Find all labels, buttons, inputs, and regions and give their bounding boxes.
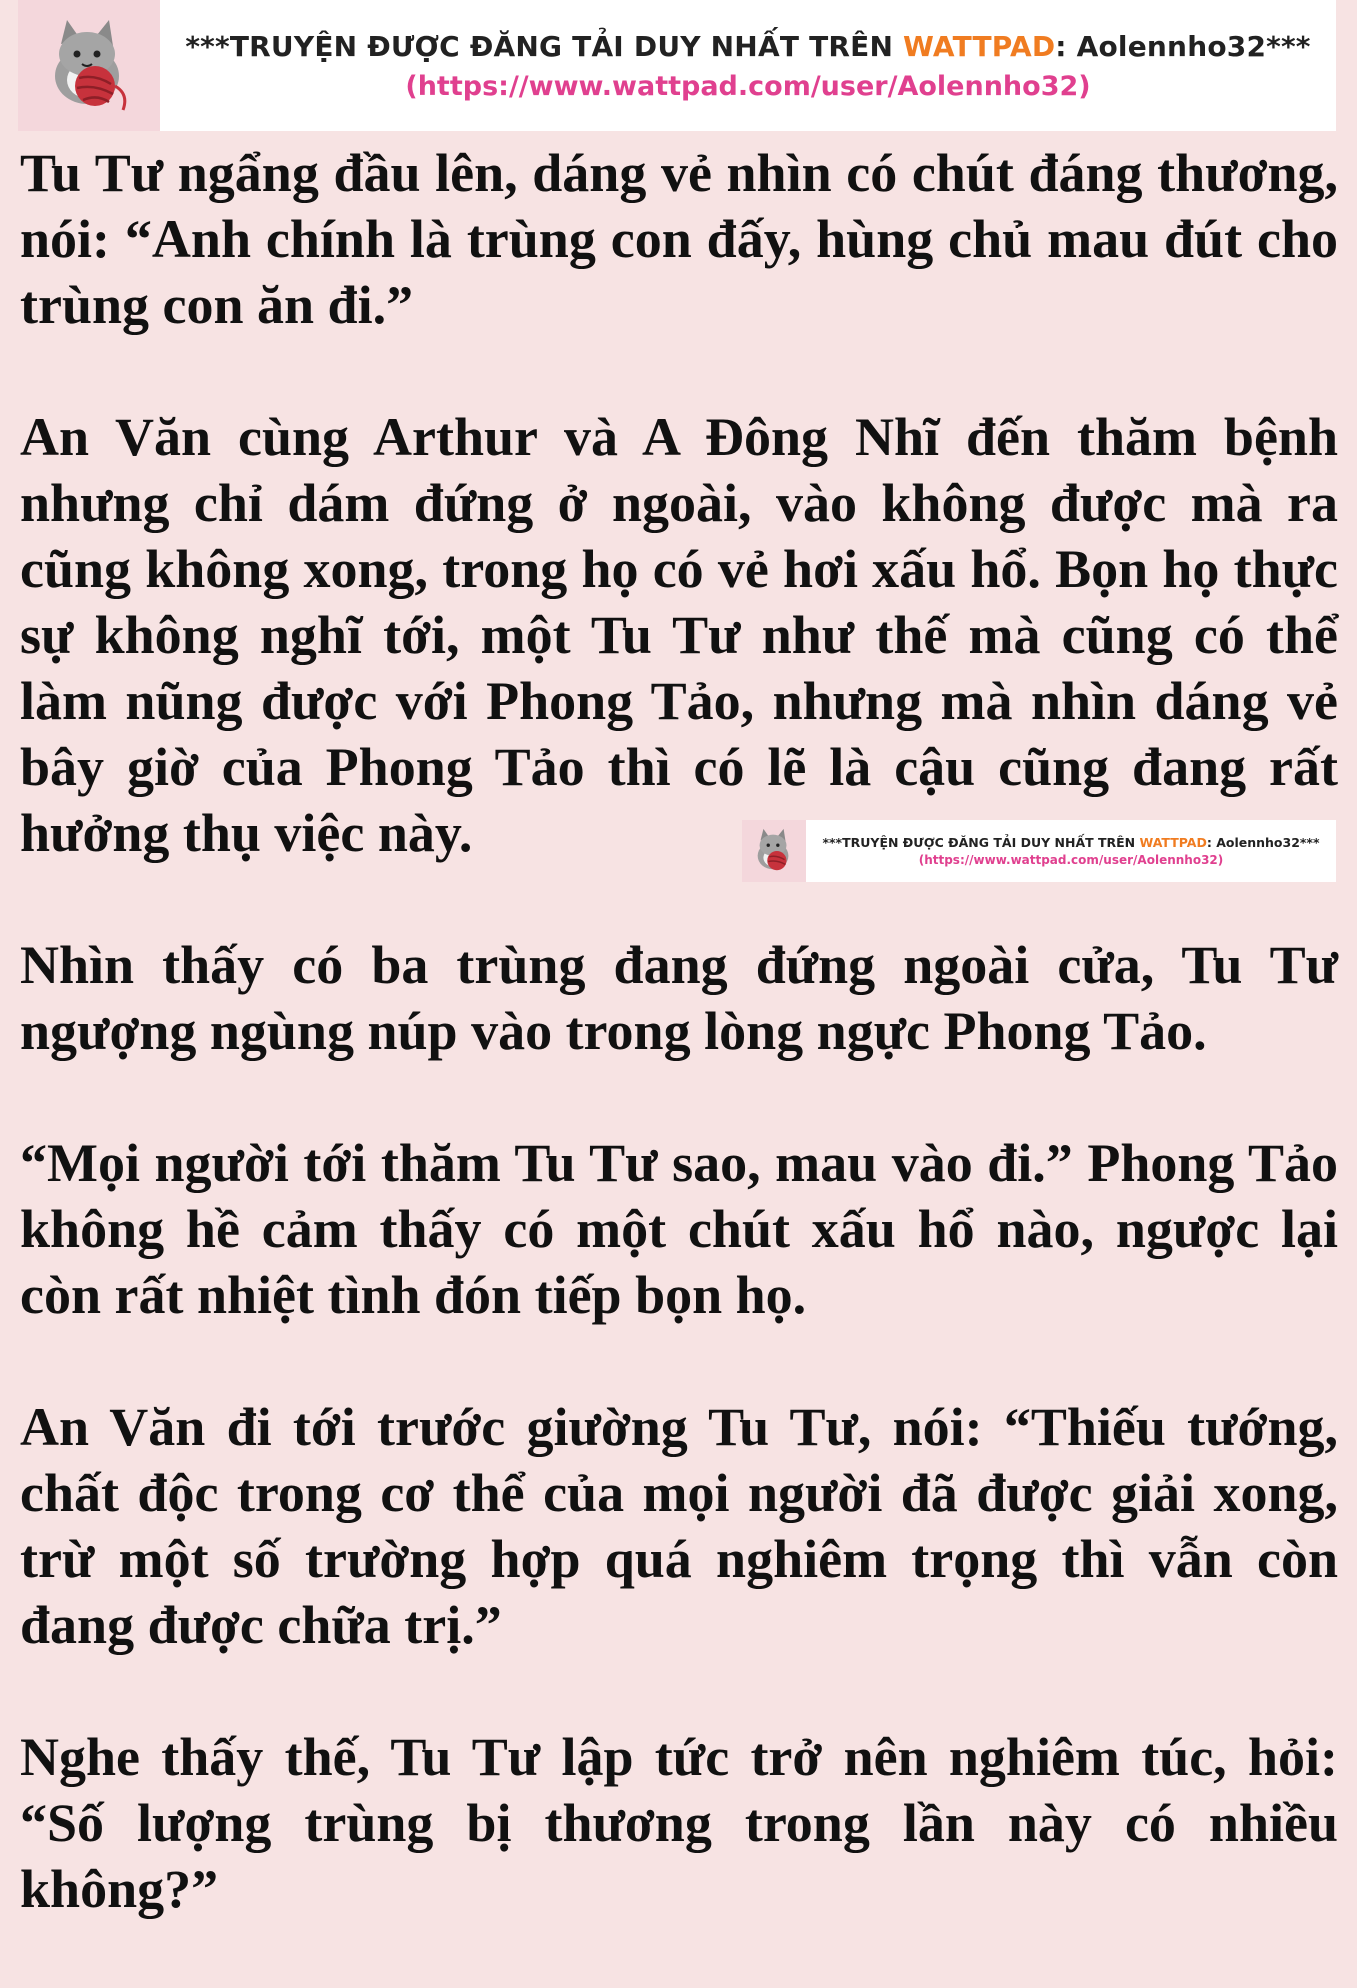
story-text <box>20 140 1338 1988</box>
banner-line-1: ***TRUYỆN ĐƯỢC ĐĂNG TẢI DUY NHẤT TRÊN WATTPAD: Aolennho32*** <box>185 29 1311 63</box>
cat-logo-small-icon <box>742 820 806 882</box>
mini-watermark-banner <box>742 820 1336 882</box>
mini-banner-line-1: ***TRUYỆN ĐƯỢC ĐĂNG TẢI DUY NHẤT TRÊN WATTPAD: Aolennho32*** <box>822 835 1320 850</box>
paragraph-5: An Văn đi tới trước giường Tu Tư, nói: “Thiếu tướng, chất độc trong cơ thể của mọi người đã được giải xong, trừ một số trường hợp quá nghiêm trọng thì vẫn còn đang được chữa trị.” <box>20 1397 1338 1655</box>
paragraph-3: Nhìn thấy có ba trùng đang đứng ngoài cửa, Tu Tư ngượng ngùng núp vào trong lòng ngực Phong Tảo. <box>20 935 1338 1061</box>
cat-logo-icon <box>18 0 160 131</box>
paragraph-4: “Mọi người tới thăm Tu Tư sao, mau vào đi.” Phong Tảo không hề cảm thấy có một chút xấu hổ nào, ngược lại còn rất nhiệt tình đón tiếp bọn họ. <box>20 1133 1338 1325</box>
paragraph-6: Nghe thấy thế, Tu Tư lập tức trở nên nghiêm túc, hỏi: “Số lượng trùng bị thương trong lần này có nhiều không?” <box>20 1727 1338 1919</box>
paragraph-1: Tu Tư ngẩng đầu lên, dáng vẻ nhìn có chút đáng thương, nói: “Anh chính là trùng con đấy, hùng chủ mau đút cho trùng con ăn đi.” <box>20 143 1338 335</box>
watermark-banner <box>18 0 1336 131</box>
mini-banner-url: (https://www.wattpad.com/user/Aolennho32) <box>918 853 1224 867</box>
banner-url: (https://www.wattpad.com/user/Aolennho32) <box>405 70 1091 102</box>
paragraph-2: An Văn cùng Arthur và A Đông Nhĩ đến thăm bệnh nhưng chỉ dám đứng ở ngoài, vào không được mà ra cũng không xong, trong họ có vẻ hơi xấu hổ. Bọn họ thực sự không nghĩ tới, một Tu Tư như thế mà cũng có thể làm nũng được với Phong Tảo, nhưng mà nhìn dáng vẻ bây giờ của Phong Tảo thì có lẽ là cậu cũng đang rất hưởng thụ việc này. <box>20 407 1338 863</box>
